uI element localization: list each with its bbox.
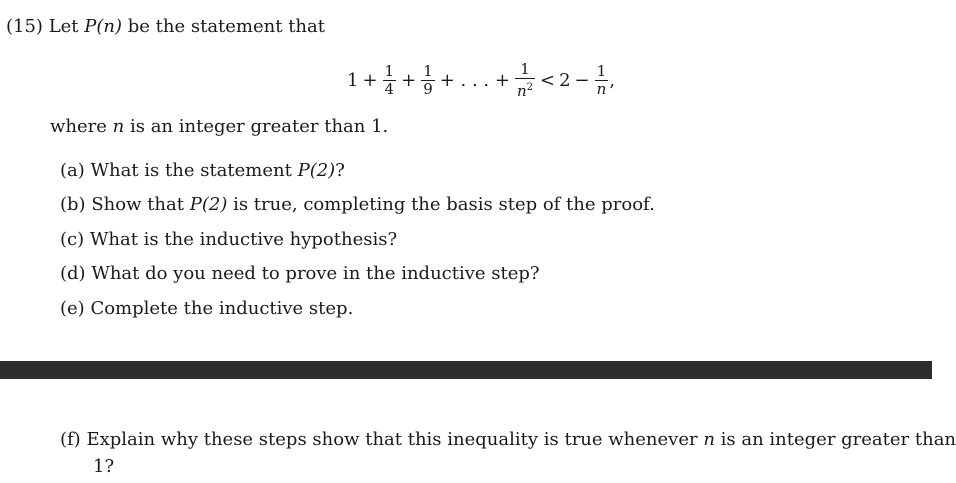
part-label: (a) — [60, 160, 85, 181]
problem-header — [6, 16, 325, 37]
less-than-sign: < — [540, 69, 556, 91]
comma: , — [609, 69, 616, 91]
part-label: (f) — [60, 429, 81, 450]
part-c: (c) What is the inductive hypothesis? — [60, 229, 398, 250]
fraction-one-ninth: $\frac{1}{9}$ — [423, 61, 433, 98]
part-label: (b) — [60, 194, 86, 215]
part-d: (d) What do you need to prove in the inductive step? — [60, 263, 540, 284]
lhs-start: 1 — [347, 69, 359, 91]
separator-bar — [0, 361, 932, 379]
part-f-continuation: 1? — [93, 456, 115, 477]
intro-rest: be the statement that — [127, 16, 325, 37]
problem-number: (15) — [6, 16, 43, 37]
fraction-one-quarter: $\frac{1}{4}$ — [384, 61, 395, 98]
ellipsis-terms: + . . . + — [439, 69, 510, 91]
part-a: (a) What is the statement P(2)? — [60, 160, 345, 181]
fraction-one-over-n-squared: $\frac{1}{n^2}$ — [516, 59, 533, 100]
part-label: (e) — [60, 298, 85, 319]
where-clause: where n is an integer greater than 1. — [50, 116, 389, 137]
minus-sign: − — [574, 69, 590, 91]
fraction-one-over-n: $\frac{1}{n}$ — [596, 61, 607, 98]
part-label: (c) — [60, 229, 85, 250]
part-f: (f) Explain why these steps show that this inequality is true whenever n is an integer greater than — [60, 429, 956, 450]
plus-sign: + — [401, 69, 417, 91]
variable-n: n — [112, 116, 125, 137]
rhs-constant: 2 — [559, 69, 571, 91]
part-e: (e) Complete the inductive step. — [60, 298, 354, 319]
plus-sign: + — [362, 69, 378, 91]
part-label: (d) — [60, 263, 86, 284]
part-b: (b) Show that P(2) is true, completing the basis step of the proof. — [60, 194, 655, 215]
statement-symbol: P(n) — [84, 16, 123, 37]
intro-text: Let — [48, 16, 79, 37]
inequality — [347, 55, 615, 105]
